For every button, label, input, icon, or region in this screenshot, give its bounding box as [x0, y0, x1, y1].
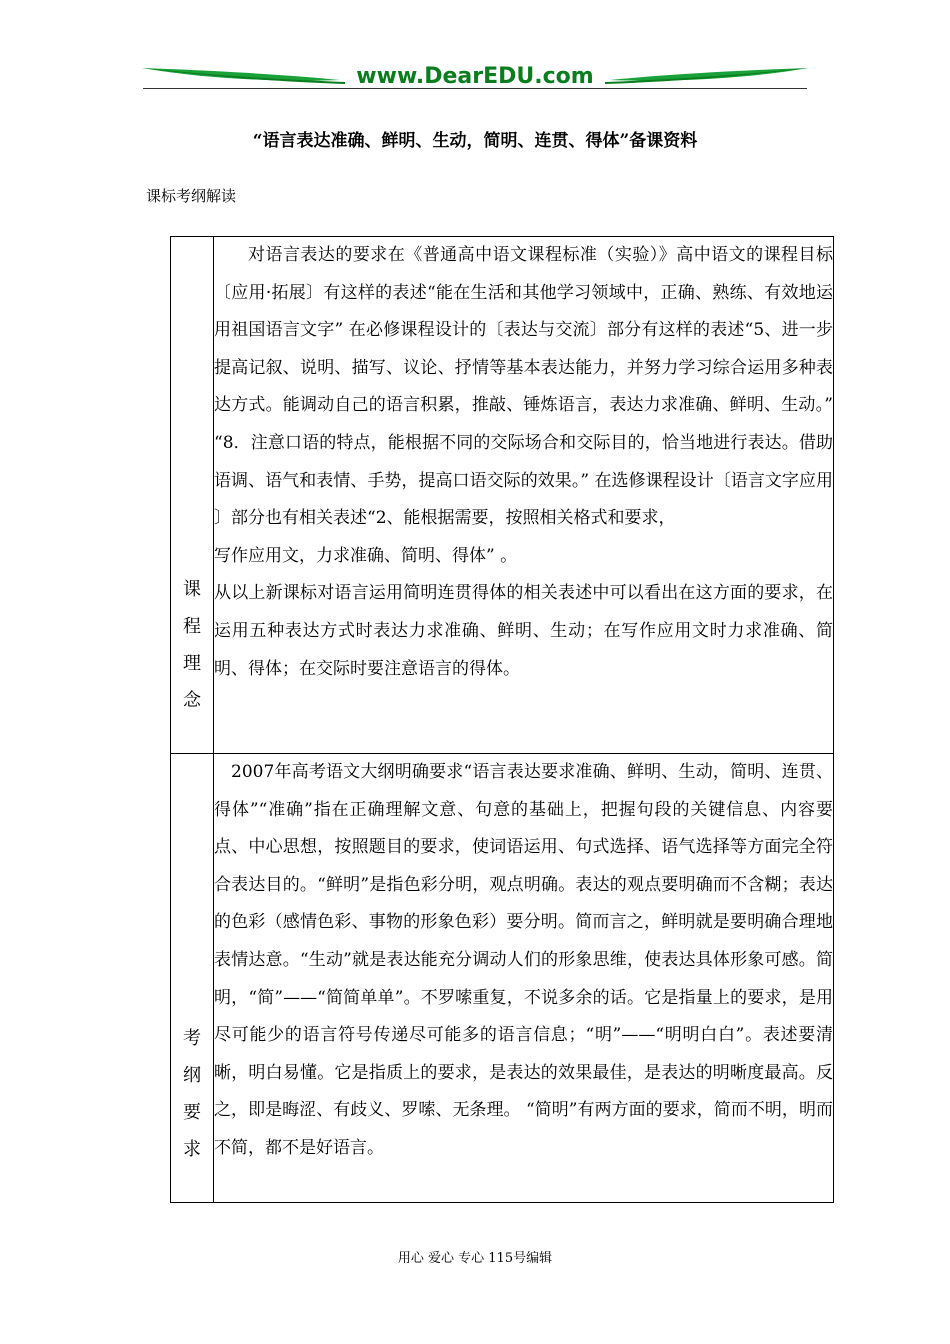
paragraph: 写作应用文，力求准确、简明、得体” 。: [214, 545, 518, 566]
content-table: [170, 236, 834, 1203]
page-footer: 用心 爱心 专心 115号编辑: [397, 1251, 553, 1266]
row-body-cell: [214, 754, 834, 1203]
row-label-char: 念: [183, 690, 201, 711]
document-title: “语言表达准确、鲜明、生动，简明、连贯、得体”备课资料: [252, 131, 698, 151]
row-label-cell: [171, 237, 214, 754]
paragraph: 对语言表达的要求在《普通高中语文课程标准（实验）》高中语文的课程目标〔应用·拓展〕有这样的表述“能在生活和其他学习领域中，正确、熟练、有效地运用祖国语言文字” 在必修课程设计的〔表达与交流〕部分有这样的表述“5、进一步提高记叙、说明、描写、议论、抒情等基本表达能力，并努力学习综合运用多种表达方式。能调动自己的语言积累，推敲、锤炼语言，表达力求准确、鲜明、生动。” “8．注意口语的特点，能根据不同的交际场合和交际目的，恰当地进行表达。借助语调、语气和表情、手势，提高口语交际的效果。” 在选修课程设计〔语言文字应用 〕部分也有相关表述“2、能根据需要，按照相关格式和要求，: [214, 245, 833, 529]
row-label-cell: [171, 754, 214, 1203]
table-row: [171, 754, 834, 1203]
section-label: 课标考纲解读: [146, 187, 237, 205]
site-banner: [140, 60, 810, 96]
row-label-char: 要: [183, 1102, 201, 1123]
paragraph: 2007年高考语文大纲明确要求“语言表达要求准确、鲜明、生动，简明、连贯、得体”“准确”指在正确理解文意、句意的基础上，把握句段的关键信息、内容要点、中心思想，按照题目的要求，使词语运用、句式选择、语气选择等方面完全符合表达目的。“鲜明”是指色彩分明，观点明确。表达的观点要明确而不含糊；表达的色彩（感情色彩、事物的形象色彩）要分明。简而言之，鲜明就是要明确合理地表情达意。“生动”就是表达能充分调动人们的形象思维，使表达具体形象可感。简明，“简”——“简简单单”。不罗嗦重复，不说多余的话。它是指量上的要求，是用尽可能少的语言符号传递尽可能多的语言信息；“明”——“明明白白”。表述要清晰，明白易懂。它是指质上的要求，是表达的效果最佳，是表达的明晰度最高。反之，即是晦涩、有歧义、罗嗦、无条理。 “简明”有两方面的要求，简而不明，明而不简，都不是好语言。: [214, 762, 833, 1158]
row-label-char: 求: [183, 1139, 201, 1160]
row-label-char: 程: [183, 616, 201, 637]
row-body-cell: [214, 237, 834, 754]
row-label-char: 课: [183, 579, 201, 600]
paragraph: 从以上新课标对语言运用简明连贯得体的相关表述中可以看出在这方面的要求，在运用五种表达方式时表达力求准确、鲜明、生动；在写作应用文时力求准确、简明、得体；在交际时要注意语言的得体。: [214, 583, 833, 679]
site-logo-text: www.DearEDU.com: [356, 64, 594, 89]
header-rule: [143, 88, 807, 89]
row-label-char: 考: [183, 1028, 201, 1049]
row-label-char: 理: [183, 653, 201, 674]
row-label-char: 纲: [183, 1065, 201, 1086]
table-row: [171, 237, 834, 754]
